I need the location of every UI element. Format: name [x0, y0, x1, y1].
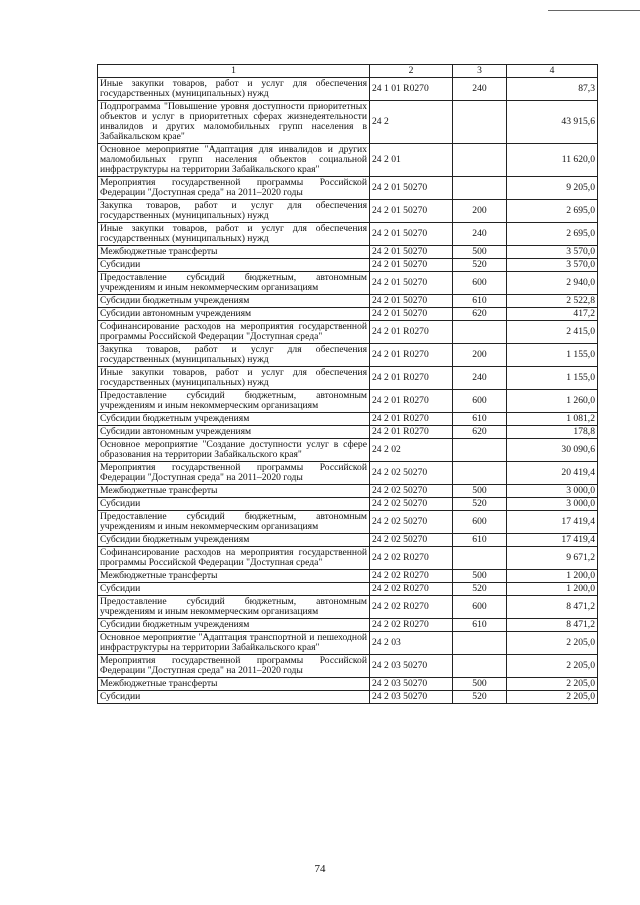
table-row	[98, 462, 598, 485]
cell-code: 24 2 02 R0270	[370, 583, 453, 596]
cell-code: 24 2 02 R0270	[370, 547, 453, 570]
cell-name: Иные закупки товаров, работ и услуг для обеспечения государственных (муниципальных) нужд	[98, 223, 370, 246]
table-row	[98, 200, 598, 223]
cell-sum: 2 695,0	[507, 223, 598, 246]
cell-type: 600	[453, 596, 507, 619]
page-number: 74	[314, 863, 326, 875]
cell-code: 24 2 01 50270	[370, 177, 453, 200]
cell-name: Предоставление субсидий бюджетным, автономным учреждениям и иным некоммерческим организациям	[98, 272, 370, 295]
cell-sum: 2 415,0	[507, 321, 598, 344]
table-row	[98, 534, 598, 547]
cell-type: 500	[453, 678, 507, 691]
cell-name: Основное мероприятие "Создание доступности услуг в сфере образования на территории Забайкальского края"	[98, 439, 370, 462]
cell-type: 620	[453, 426, 507, 439]
cell-sum: 2 205,0	[507, 632, 598, 655]
budget-table	[97, 64, 598, 704]
cell-name: Субсидии автономным учреждениям	[98, 308, 370, 321]
cell-code: 24 2 01 R0270	[370, 426, 453, 439]
cell-sum: 8 471,2	[507, 596, 598, 619]
cell-type	[453, 321, 507, 344]
cell-type: 610	[453, 413, 507, 426]
cell-name: Межбюджетные трансферты	[98, 570, 370, 583]
cell-sum: 8 471,2	[507, 619, 598, 632]
cell-type	[453, 462, 507, 485]
cell-type: 240	[453, 223, 507, 246]
cell-sum: 11 620,0	[507, 144, 598, 177]
cell-type: 200	[453, 344, 507, 367]
table-row	[98, 691, 598, 704]
cell-code: 24 2 02	[370, 439, 453, 462]
table-row	[98, 485, 598, 498]
cell-name: Предоставление субсидий бюджетным, автономным учреждениям и иным некоммерческим организациям	[98, 596, 370, 619]
cell-name: Мероприятия государственной программы Российской Федерации "Доступная среда" на 2011–2020 годы	[98, 462, 370, 485]
column-header-code: 2	[370, 65, 453, 78]
cell-type: 520	[453, 691, 507, 704]
cell-type: 520	[453, 498, 507, 511]
cell-type	[453, 547, 507, 570]
cell-code: 24 2 02 50270	[370, 485, 453, 498]
cell-type: 240	[453, 78, 507, 101]
cell-sum: 1 200,0	[507, 583, 598, 596]
cell-code: 24 2 01 R0270	[370, 344, 453, 367]
cell-name: Межбюджетные трансферты	[98, 485, 370, 498]
cell-name: Межбюджетные трансферты	[98, 678, 370, 691]
cell-code: 24 2 01 R0270	[370, 390, 453, 413]
cell-sum: 2 940,0	[507, 272, 598, 295]
cell-type	[453, 632, 507, 655]
cell-sum: 1 081,2	[507, 413, 598, 426]
cell-sum: 3 000,0	[507, 485, 598, 498]
cell-code: 24 2 01 50270	[370, 308, 453, 321]
cell-sum: 2 205,0	[507, 678, 598, 691]
cell-name: Субсидии	[98, 691, 370, 704]
table-row	[98, 426, 598, 439]
cell-sum: 17 419,4	[507, 534, 598, 547]
cell-sum: 17 419,4	[507, 511, 598, 534]
table-row	[98, 308, 598, 321]
cell-code: 24 2 01	[370, 144, 453, 177]
top-edge-rule	[548, 10, 640, 11]
cell-code: 24 2 01 R0270	[370, 367, 453, 390]
table-row	[98, 547, 598, 570]
cell-sum: 2 205,0	[507, 655, 598, 678]
cell-type	[453, 101, 507, 144]
table-row	[98, 583, 598, 596]
table-row	[98, 655, 598, 678]
table-row	[98, 511, 598, 534]
cell-name: Субсидии бюджетным учреждениям	[98, 534, 370, 547]
cell-type: 600	[453, 511, 507, 534]
table-row	[98, 632, 598, 655]
cell-type: 600	[453, 390, 507, 413]
table-row	[98, 272, 598, 295]
cell-name: Межбюджетные трансферты	[98, 246, 370, 259]
cell-code: 24 2 01 50270	[370, 246, 453, 259]
table-body	[98, 78, 598, 704]
cell-type: 610	[453, 295, 507, 308]
table-row	[98, 619, 598, 632]
table-row	[98, 413, 598, 426]
cell-name: Субсидии бюджетным учреждениям	[98, 619, 370, 632]
table-row	[98, 344, 598, 367]
cell-name: Закупка товаров, работ и услуг для обеспечения государственных (муниципальных) нужд	[98, 200, 370, 223]
cell-sum: 30 090,6	[507, 439, 598, 462]
cell-sum: 3 000,0	[507, 498, 598, 511]
table-row	[98, 259, 598, 272]
cell-type: 620	[453, 308, 507, 321]
cell-code: 24 2 01 50270	[370, 259, 453, 272]
cell-code: 24 2 02 R0270	[370, 596, 453, 619]
cell-code: 24 2 01 R0270	[370, 413, 453, 426]
cell-type: 610	[453, 619, 507, 632]
cell-code: 24 2 01 50270	[370, 200, 453, 223]
cell-name: Субсидии бюджетным учреждениям	[98, 413, 370, 426]
cell-sum: 3 570,0	[507, 259, 598, 272]
cell-name: Предоставление субсидий бюджетным, автономным учреждениям и иным некоммерческим организациям	[98, 390, 370, 413]
cell-code: 24 2 02 50270	[370, 511, 453, 534]
cell-code: 24 2 02 R0270	[370, 619, 453, 632]
cell-code: 24 2 01 50270	[370, 295, 453, 308]
cell-type: 600	[453, 272, 507, 295]
table-row	[98, 321, 598, 344]
cell-code: 24 2 03 50270	[370, 678, 453, 691]
cell-sum: 178,8	[507, 426, 598, 439]
cell-type: 520	[453, 259, 507, 272]
cell-type	[453, 439, 507, 462]
cell-name: Иные закупки товаров, работ и услуг для обеспечения государственных (муниципальных) нужд	[98, 78, 370, 101]
table-row	[98, 101, 598, 144]
cell-code: 24 2 01 50270	[370, 272, 453, 295]
table-row	[98, 223, 598, 246]
cell-name: Субсидии	[98, 498, 370, 511]
cell-sum: 1 155,0	[507, 367, 598, 390]
cell-code: 24 2 02 R0270	[370, 570, 453, 583]
cell-code: 24 2 01 R0270	[370, 321, 453, 344]
cell-code: 24 2 03 50270	[370, 691, 453, 704]
cell-code: 24 2 02 50270	[370, 498, 453, 511]
table-row	[98, 177, 598, 200]
table-row	[98, 367, 598, 390]
cell-type: 240	[453, 367, 507, 390]
cell-name: Мероприятия государственной программы Российской Федерации "Доступная среда" на 2011–2020 годы	[98, 655, 370, 678]
cell-name: Софинансирование расходов на мероприятия государственной программы Российской Федерации "Доступная среда"	[98, 321, 370, 344]
cell-sum: 2 522,8	[507, 295, 598, 308]
cell-name: Субсидии автономным учреждениям	[98, 426, 370, 439]
cell-name: Основное мероприятие "Адаптация для инвалидов и других маломобильных групп населения объектов социальной инфраструктуры на территории Забайкальского края"	[98, 144, 370, 177]
table-row	[98, 295, 598, 308]
table-row	[98, 596, 598, 619]
cell-name: Субсидии бюджетным учреждениям	[98, 295, 370, 308]
table-row	[98, 498, 598, 511]
cell-name: Предоставление субсидий бюджетным, автономным учреждениям и иным некоммерческим организациям	[98, 511, 370, 534]
cell-type	[453, 655, 507, 678]
cell-type: 520	[453, 583, 507, 596]
cell-name: Мероприятия государственной программы Российской Федерации "Доступная среда" на 2011–2020 годы	[98, 177, 370, 200]
cell-type: 500	[453, 246, 507, 259]
cell-sum: 2 205,0	[507, 691, 598, 704]
table-row	[98, 144, 598, 177]
column-header-name: 1	[98, 65, 370, 78]
column-header-sum: 4	[507, 65, 598, 78]
cell-name: Иные закупки товаров, работ и услуг для обеспечения государственных (муниципальных) нужд	[98, 367, 370, 390]
cell-name: Субсидии	[98, 259, 370, 272]
cell-sum: 9 205,0	[507, 177, 598, 200]
cell-type	[453, 177, 507, 200]
cell-sum: 3 570,0	[507, 246, 598, 259]
column-header-type: 3	[453, 65, 507, 78]
cell-type	[453, 144, 507, 177]
cell-name: Софинансирование расходов на мероприятия государственной программы Российской Федерации "Доступная среда"	[98, 547, 370, 570]
cell-sum: 43 915,6	[507, 101, 598, 144]
cell-code: 24 2 01 50270	[370, 223, 453, 246]
cell-code: 24 2	[370, 101, 453, 144]
cell-sum: 1 155,0	[507, 344, 598, 367]
cell-name: Закупка товаров, работ и услуг для обеспечения государственных (муниципальных) нужд	[98, 344, 370, 367]
table-row	[98, 570, 598, 583]
cell-sum: 1 260,0	[507, 390, 598, 413]
cell-sum: 417,2	[507, 308, 598, 321]
cell-type: 200	[453, 200, 507, 223]
cell-type: 500	[453, 570, 507, 583]
cell-name: Субсидии	[98, 583, 370, 596]
cell-type: 610	[453, 534, 507, 547]
cell-code: 24 1 01 R0270	[370, 78, 453, 101]
cell-code: 24 2 02 50270	[370, 534, 453, 547]
cell-sum: 1 200,0	[507, 570, 598, 583]
table-row	[98, 78, 598, 101]
table-row	[98, 246, 598, 259]
cell-sum: 9 671,2	[507, 547, 598, 570]
cell-name: Подпрограмма "Повышение уровня доступности приоритетных объектов и услуг в приоритетных сферах жизнедеятельности инвалидов и других маломобильных групп населения в Забайкальском крае"	[98, 101, 370, 144]
cell-code: 24 2 02 50270	[370, 462, 453, 485]
table-header-row	[98, 65, 598, 78]
cell-code: 24 2 03 50270	[370, 655, 453, 678]
cell-type: 500	[453, 485, 507, 498]
table-row	[98, 439, 598, 462]
table-row	[98, 678, 598, 691]
table-row	[98, 390, 598, 413]
cell-name: Основное мероприятие "Адаптация транспортной и пешеходной инфраструктуры на территории Забайкальского края"	[98, 632, 370, 655]
cell-sum: 87,3	[507, 78, 598, 101]
cell-code: 24 2 03	[370, 632, 453, 655]
cell-sum: 2 695,0	[507, 200, 598, 223]
cell-sum: 20 419,4	[507, 462, 598, 485]
